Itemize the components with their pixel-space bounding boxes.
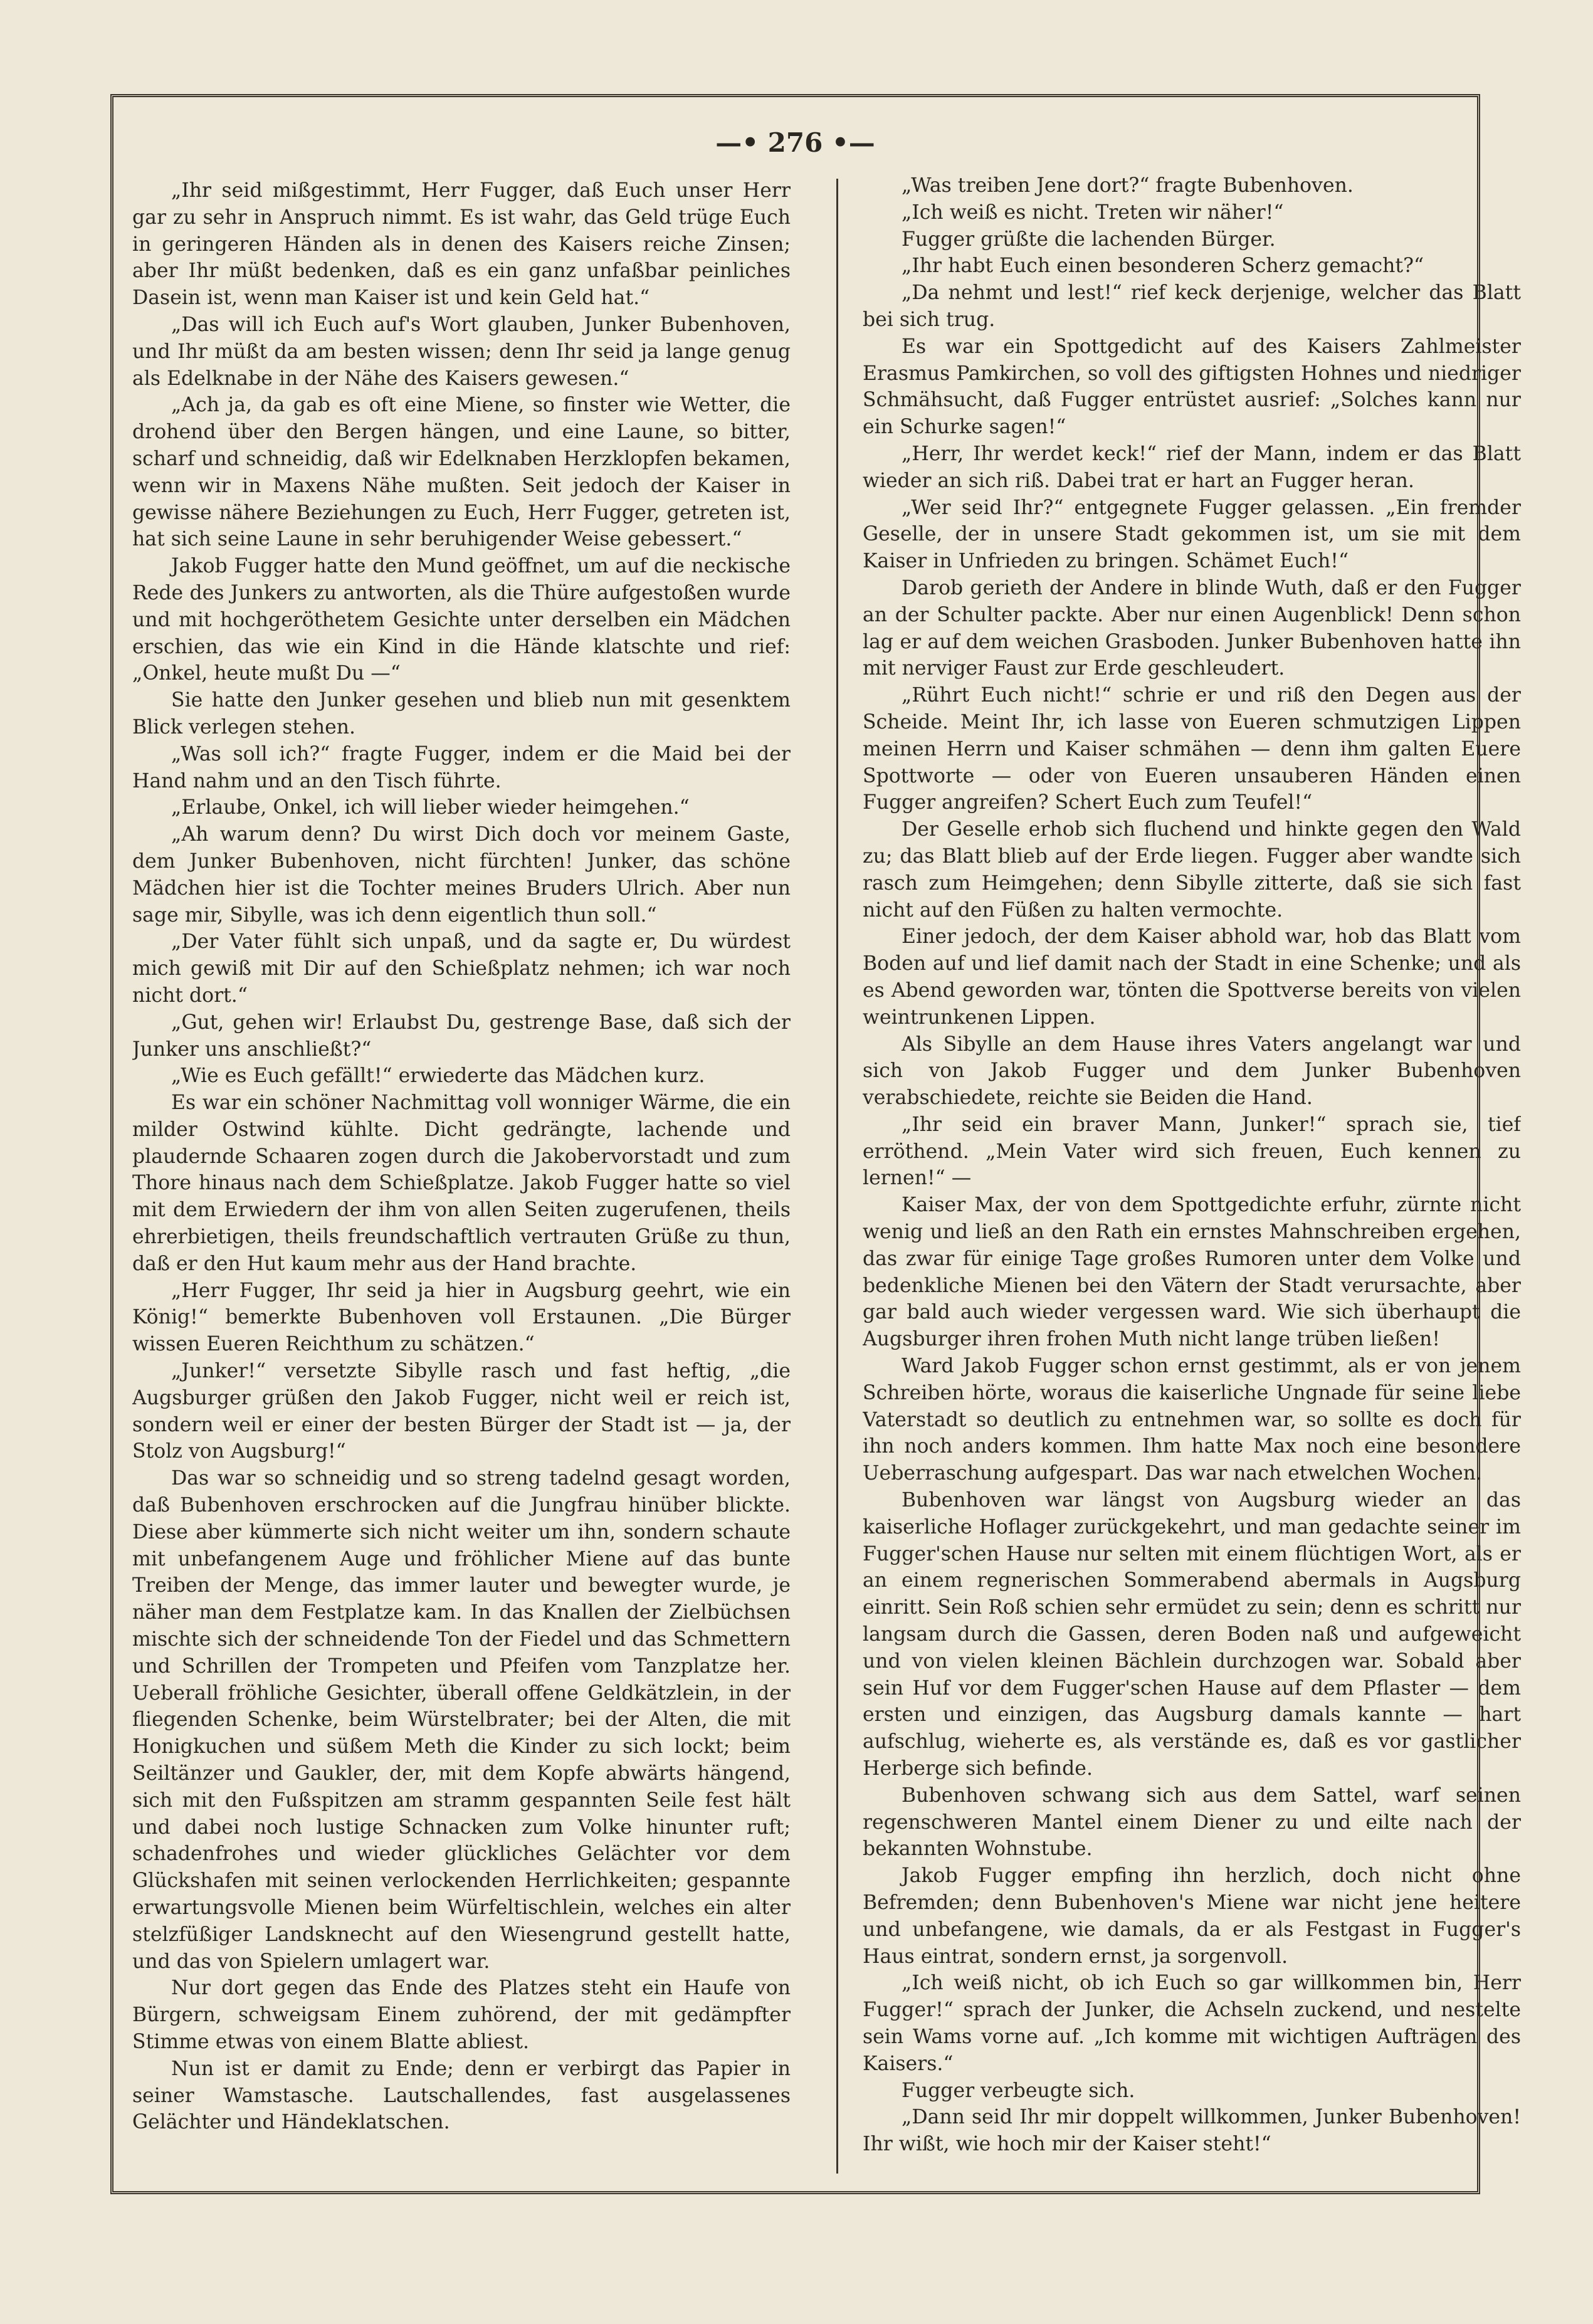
paragraph: „Ah warum denn? Du wirst Dich doch vor meinem Gaste, dem Junker Bubenhoven, nicht fürchten! Junker, das schöne Mädchen hier ist die Tochter meines Bruders Ulrich. Aber nun sage mir, Sibylle, was ich denn eigentlich thun soll.“ bbox=[132, 823, 791, 927]
paragraph: „Ihr seid ein braver Mann, Junker!“ sprach sie, tief erröthend. „Mein Vater wird sich freuen, Euch kennen zu lernen!“ — bbox=[863, 1113, 1521, 1190]
paragraph: Es war ein schöner Nachmittag voll wonniger Wärme, die ein milder Ostwind kühlte. Dicht gedrängte, lachende und plaudernde Schaaren zogen durch die Jakobervorstadt und zum Thore hinaus nach dem Schießplatze. Jakob Fugger hatte so viel mit dem Erwiedern der ihm von allen Seiten zugerufenen, theils ehrerbietigen, theils freundschaftlich vertrauten Grüße zu thun, daß er den Hut kaum mehr aus der Hand brachte. bbox=[132, 1091, 791, 1275]
page-number: —• 276 •— bbox=[715, 127, 875, 158]
paragraph: Als Sibylle an dem Hause ihres Vaters angelangt war und sich von Jakob Fugger und dem Junker Bubenhoven verabschiedete, reichte sie Beiden die Hand. bbox=[863, 1033, 1521, 1110]
paragraph: Jakob Fugger empfing ihn herzlich, doch nicht ohne Befremden; denn Bubenhoven's Miene war nicht jene heitere und unbefangene, wie damals, da er als Festgast in Fugger's Haus eintrat, sondern ernst, ja sorgenvoll. bbox=[863, 1864, 1521, 1968]
paragraph: Kaiser Max, der von dem Spottgedichte erfuhr, zürnte nicht wenig und ließ an den Rath ein ernstes Mahnschreiben ergehen, das zwar für einige Tage großes Rumoren unter dem Volke und bedenkliche Mienen bei den Vätern der Stadt verursachte, aber gar bald auch wieder vergessen ward. Wie sich überhaupt die Augsburger ihren frohen Muth nicht lange trüben ließen! bbox=[863, 1194, 1521, 1351]
paragraph: Sie hatte den Junker gesehen und blieb nun mit gesenktem Blick verlegen stehen. bbox=[132, 689, 791, 739]
paragraph: „Da nehmt und lest!“ rief keck derjenige, welcher das Blatt bei sich trug. bbox=[863, 281, 1521, 331]
paragraph: Nur dort gegen das Ende des Platzes steht ein Haufe von Bürgern, schweigsam Einem zuhörend, der mit gedämpfter Stimme etwas von einem Blatte abliest. bbox=[132, 1977, 791, 2053]
paragraph: Der Geselle erhob sich fluchend und hinkte gegen den Wald zu; das Blatt blieb auf der Erde liegen. Fugger aber wandte sich rasch zum Heimgehen; denn Sibylle zitterte, daß sie sich fast nicht auf den Füßen zu halten vermochte. bbox=[863, 818, 1521, 922]
paragraph: „Ich weiß es nicht. Treten wir näher!“ bbox=[902, 201, 1284, 224]
paragraph: „Was soll ich?“ fragte Fugger, indem er die Maid bei der Hand nahm und an den Tisch führte. bbox=[132, 742, 791, 792]
paragraph: Jakob Fugger hatte den Mund geöffnet, um auf die neckische Rede des Junkers zu antworten, als die Thüre aufgestoßen wurde und mit hochgeröthetem Gesichte unter derselben ein Mädchen erschien, das wie ein Kind in die Hände klatschte und rief: „Onkel, heute mußt Du —“ bbox=[132, 555, 791, 685]
column-divider bbox=[836, 179, 838, 2174]
paragraph: „Ach ja, da gab es oft eine Miene, so finster wie Wetter, die drohend über den Bergen hängen, und eine Laune, so bitter, scharf und schneidig, daß wir Edelknaben Herzklopfen bekamen, wenn wir in Maxens Nähe mußten. Seit jedoch der Kaiser in gewisse nähere Beziehungen zu Euch, Herr Fugger, getreten ist, hat sich seine Laune in sehr beruhigender Weise gebessert.“ bbox=[132, 394, 791, 551]
paragraph: „Erlaube, Onkel, ich will lieber wieder heimgehen.“ bbox=[171, 796, 690, 819]
paragraph: „Gut, gehen wir! Erlaubst Du, gestrenge Base, daß sich der Junker uns anschließt?“ bbox=[132, 1011, 791, 1061]
paragraph: „Herr, Ihr werdet keck!“ rief der Mann, indem er das Blatt wieder an sich riß. Dabei trat er hart an Fugger heran. bbox=[863, 442, 1521, 492]
page-frame bbox=[110, 94, 1521, 2194]
paragraph: Fugger verbeugte sich. bbox=[902, 2079, 1135, 2102]
paragraph: Darob gerieth der Andere in blinde Wuth, daß er den Fugger an der Schulter packte. Aber nur einen Augenblick! Denn schon lag er auf dem weichen Grasboden. Junker Bubenhoven hatte ihn mit nerviger Faust zur Erde geschleudert. bbox=[863, 576, 1521, 680]
paragraph: „Rührt Euch nicht!“ schrie er und riß den Degen aus der Scheide. Meint Ihr, ich lasse von Eueren schmutzigen Lippen meinen Herrn und Kaiser schmähen — denn ihm galten Euere Spottworte — oder von Eueren unsauberen Händen einen Fugger angreifen? Schert Euch zum Teufel!“ bbox=[863, 684, 1521, 814]
paragraph: „Junker!“ versetzte Sibylle rasch und fast heftig, „die Augsburger grüßen den Jakob Fugger, nicht weil er reich ist, sondern weil er einer der besten Bürger der Stadt ist — ja, der Stolz von Augsburg!“ bbox=[132, 1360, 791, 1463]
paragraph: „Ihr seid mißgestimmt, Herr Fugger, daß Euch unser Herr gar zu sehr in Anspruch nimmt. Es ist wahr, das Geld trüge Euch in geringeren Händen als in denen des Kaisers reiche Zinsen; aber Ihr müßt bedenken, daß es ein ganz unfaßbar peinliches Dasein ist, wenn man Kaiser ist und kein Geld hat.“ bbox=[132, 179, 791, 310]
paragraph: Bubenhoven schwang sich aus dem Sattel, warf seinen regenschweren Mantel einem Diener zu und eilte nach der bekannten Wohnstube. bbox=[863, 1784, 1521, 1861]
paragraph: Ward Jakob Fugger schon ernst gestimmt, als er von jenem Schreiben hörte, woraus die kaiserliche Ungnade für seine liebe Vaterstadt so deutlich zu entnehmen war, so sollte es doch für ihn noch anders kommen. Ihm hatte Max noch eine besondere Ueberraschung aufgespart. Das war nach etwelchen Wochen. bbox=[863, 1355, 1521, 1485]
paragraph: „Der Vater fühlt sich unpaß, und da sagte er, Du würdest mich gewiß mit Dir auf den Schießplatz nehmen; ich war noch nicht dort.“ bbox=[132, 930, 791, 1007]
paragraph: Einer jedoch, der dem Kaiser abhold war, hob das Blatt vom Boden auf und lief damit nach der Stadt in eine Schenke; und als es Abend geworden war, tönten die Spottverse bereits von vielen weintrunkenen Lippen. bbox=[863, 925, 1521, 1029]
paragraph: „Ich weiß nicht, ob ich Euch so gar willkommen bin, Herr Fugger!“ sprach der Junker, die Achseln zuckend, und nestelte sein Wams vorne auf. „Ich komme mit wichtigen Aufträgen des Kaisers.“ bbox=[863, 1972, 1521, 2075]
right-column bbox=[863, 172, 1521, 2166]
paragraph: „Wie es Euch gefällt!“ erwiederte das Mädchen kurz. bbox=[171, 1065, 705, 1088]
paragraph: Das war so schneidig und so streng tadelnd gesagt worden, daß Bubenhoven erschrocken auf die Jungfrau hinüber blickte. Diese aber kümmerte sich nicht weiter um ihn, sondern schaute mit unbefangenem Auge und fröhlicher Miene auf das bunte Treiben der Menge, das immer lauter und bewegter wurde, je näher man dem Festplatze kam. In das Knallen der Zielbüchsen mischte sich der schneidende Ton der Fiedel und das Schmettern und Schrillen der Trompeten und Pfeifen vom Tanzplatze her. Ueberall fröhliche Gesichter, überall offene Geldkätzlein, in der fliegenden Schenke, beim Würstelbrater; bei der Alten, die mit Honigkuchen und süßem Meth die Kinder zu sich lockt; beim Seiltänzer und Gaukler, der, mit dem Kopfe abwärts hängend, sich mit den Fußspitzen am stramm gespannten Seile fest hält und dabei noch lustige Schnacken zum Volke hinunter ruft; schadenfrohes und wieder glückliches Gelächter vor dem Glückshafen mit seinen verlockenden Herrlichkeiten; gespannte erwartungsvolle Mienen beim Würfeltischlein, welches ein alter stelzfüßiger Landsknecht auf den Wiesengrund gestellt hatte, und das von Spielern umlagert war. bbox=[132, 1467, 791, 1973]
paragraph: „Herr Fugger, Ihr seid ja hier in Augsburg geehrt, wie ein König!“ bemerkte Bubenhoven voll Erstaunen. „Die Bürger wissen Eueren Reichthum zu schätzen.“ bbox=[132, 1279, 791, 1356]
paragraph: „Ihr habt Euch einen besonderen Scherz gemacht?“ bbox=[902, 255, 1424, 278]
paragraph: „Was treiben Jene dort?“ fragte Bubenhoven. bbox=[902, 174, 1354, 197]
paragraph: Es war ein Spottgedicht auf des Kaisers Zahlmeister Erasmus Pamkirchen, so voll des giftigsten Hohnes und niedriger Schmähsucht, daß Fugger entrüstet ausrief: „Solches kann nur ein Schurke sagen!“ bbox=[863, 335, 1521, 439]
paragraph: Bubenhoven war längst von Augsburg wieder an das kaiserliche Hoflager zurückgekehrt, und man gedachte seiner im Fugger'schen Hause nur selten mit einem flüchtigen Wort, als er an einem regnerischen Sommerabend abermals in Augsburg einritt. Sein Roß schien sehr ermüdet zu sein; denn es schritt nur langsam durch die Gassen, deren Boden naß und aufgeweicht und von vielen kleinen Bächlein durchzogen war. Sobald aber sein Huf vor dem Fugger'schen Hause auf dem Pflaster — dem ersten und einzigen, das Augsburg damals kannte — hart aufschlug, wieherte es, als verstände es, daß es vor gastlicher Herberge sich befinde. bbox=[863, 1489, 1521, 1780]
paragraph: „Das will ich Euch auf's Wort glauben, Junker Bubenhoven, und Ihr müßt da am besten wissen; denn Ihr seid ja lange genug als Edelknabe in der Nähe des Kaisers gewesen.“ bbox=[132, 313, 791, 390]
left-column bbox=[132, 177, 791, 2171]
paragraph: Fugger grüßte die lachenden Bürger. bbox=[902, 228, 1276, 251]
paragraph: „Dann seid Ihr mir doppelt willkommen, Junker Bubenhoven! Ihr wißt, wie hoch mir der Kaiser steht!“ bbox=[863, 2106, 1521, 2156]
paragraph: Nun ist er damit zu Ende; denn er verbirgt das Papier in seiner Wamstasche. Lautschallendes, fast ausgelassenes Gelächter und Händeklatschen. bbox=[132, 2057, 791, 2134]
paragraph: „Wer seid Ihr?“ entgegnete Fugger gelassen. „Ein fremder Geselle, der in unsere Stadt gekommen ist, um sie mit dem Kaiser in Unfrieden zu bringen. Schämet Euch!“ bbox=[863, 496, 1521, 573]
